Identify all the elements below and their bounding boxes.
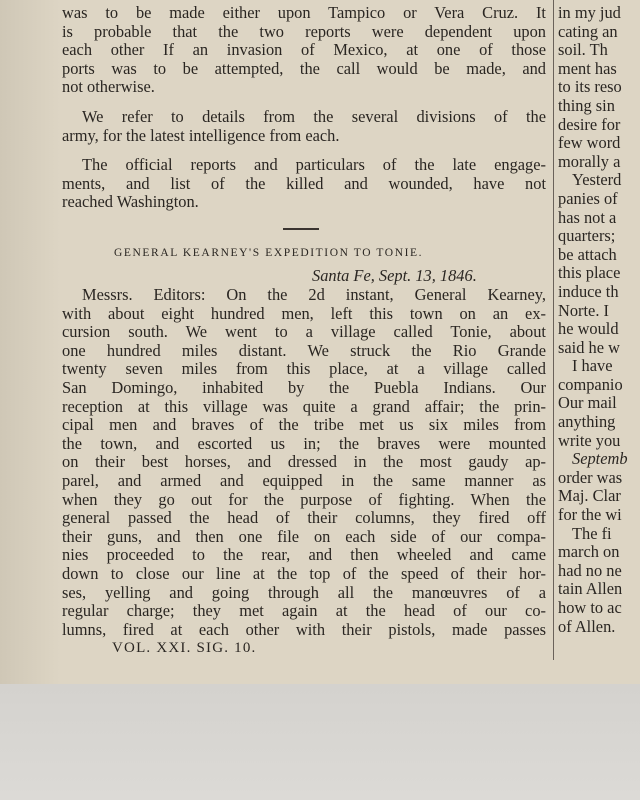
text-line: nies proceeded to the rear, and then wheeled and came bbox=[62, 546, 546, 565]
text-line: not otherwise. bbox=[62, 78, 155, 97]
paragraph-vera-cruz bbox=[62, 4, 546, 97]
text-line: he would bbox=[558, 319, 619, 339]
text-line: parel, and armed and equipped in the same manner as bbox=[62, 471, 546, 490]
text-line: general passed the head of their columns, they fired off bbox=[62, 509, 546, 528]
text-line: cipal men and braves of the tribe met us six miles from bbox=[62, 416, 546, 435]
underlying-page bbox=[0, 684, 640, 800]
text-line: lumns, fired at each other with their pistols, made passes bbox=[62, 620, 546, 639]
article-body bbox=[62, 286, 546, 639]
column-rule bbox=[553, 0, 554, 660]
text-line: the town, and escorted us in; the braves were mounted bbox=[62, 434, 546, 453]
text-line: said he w bbox=[558, 337, 620, 357]
text-line: Messrs. Editors: On the 2d instant, General Kearney, bbox=[82, 286, 546, 304]
text-line: ment has bbox=[558, 58, 617, 78]
text-line: morally a bbox=[558, 151, 621, 171]
text-line: their guns, and then one file on each side of our compa- bbox=[62, 527, 546, 546]
text-line: when they go out for the purpose of fighting. When the bbox=[62, 490, 546, 509]
text-line: Maj. Clar bbox=[558, 486, 621, 506]
text-line: order was bbox=[558, 467, 623, 487]
left-column bbox=[62, 0, 546, 670]
text-line: ports was to be attempted, the call would be made, and bbox=[62, 59, 546, 78]
text-line: reception at this village was quite a grand affair; the prin- bbox=[62, 397, 546, 416]
text-line: for the wi bbox=[558, 505, 622, 525]
text-line: The fi bbox=[572, 523, 612, 543]
text-line: induce th bbox=[558, 281, 619, 301]
text-line: desire for bbox=[558, 114, 621, 134]
text-line: regular charge; they met again at the head of our co- bbox=[62, 602, 546, 621]
text-line: reached Washington. bbox=[62, 193, 199, 212]
text-line: is probable that the two reports were dependent upon bbox=[62, 22, 546, 41]
text-line: cursion south. We went to a village called Tonie, about bbox=[62, 323, 546, 342]
text-line: march on bbox=[558, 542, 620, 562]
text-line: ments, and list of the killed and wounded, have not bbox=[62, 174, 546, 193]
text-line: with about eight hundred men, left this town on an ex- bbox=[62, 304, 546, 323]
cut-off-top-line bbox=[62, 0, 546, 2]
paragraph-details bbox=[62, 108, 546, 145]
text-line: San Domingo, inhabited by the Puebla Indians. Our bbox=[62, 378, 546, 397]
article-dateline: Santa Fe, Sept. 13, 1846. bbox=[312, 266, 477, 285]
text-line: Septemb bbox=[572, 449, 628, 469]
text-line: We refer to details from the several divisions of the bbox=[82, 108, 546, 126]
text-line: this place bbox=[558, 263, 621, 283]
text-line: was to be made either upon Tampico or Vera Cruz. It bbox=[62, 4, 546, 22]
text-line: twenty seven miles from this place, at a village called bbox=[62, 360, 546, 379]
section-divider-rule bbox=[283, 228, 319, 230]
text-line: thing sin bbox=[558, 95, 615, 115]
text-line: companio bbox=[558, 374, 623, 394]
text-line: each other If an invasion of Mexico, at one of those bbox=[62, 41, 546, 60]
text-line: Yesterd bbox=[572, 170, 622, 190]
right-column-lines bbox=[558, 4, 628, 636]
right-column bbox=[558, 0, 640, 670]
text-line: be attach bbox=[558, 244, 617, 264]
text-line: on their best horses, and dressed in the most gaudy ap- bbox=[62, 453, 546, 472]
text-line: tain Allen bbox=[558, 579, 623, 599]
text-line: has not a bbox=[558, 207, 617, 227]
text-line: The official reports and particulars of the late engage- bbox=[82, 156, 546, 174]
paragraph-official-reports bbox=[62, 156, 546, 212]
text-line: soil. Th bbox=[558, 40, 608, 60]
text-line: of Allen. bbox=[558, 616, 616, 636]
text-line: ses, yelling and going through all the manœuvres of a bbox=[62, 583, 546, 602]
text-line: how to ac bbox=[558, 598, 622, 617]
signature-mark: VOL. XXI. SIG. 10. bbox=[112, 640, 257, 656]
text-line: few word bbox=[558, 133, 621, 153]
text-line: Our mail bbox=[558, 393, 617, 413]
text-line: had no ne bbox=[558, 560, 622, 580]
text-line: army, for the latest intelligence from each. bbox=[62, 126, 340, 145]
article-headline: GENERAL KEARNEY'S EXPEDITION TO TONIE. bbox=[114, 247, 424, 259]
text-line: quarters; bbox=[558, 226, 616, 246]
page-fold-shadow bbox=[0, 0, 60, 684]
text-line: Norte. I bbox=[558, 300, 609, 320]
text-line: I have bbox=[572, 356, 613, 376]
text-line: anything bbox=[558, 412, 616, 432]
text-line: write you bbox=[558, 430, 621, 450]
text-line: panies of bbox=[558, 188, 618, 208]
text-line: to its reso bbox=[558, 77, 622, 97]
text-line: in my jud bbox=[558, 3, 621, 22]
text-line: cating an bbox=[558, 21, 618, 41]
text-line: one hundred miles distant. We struck the Rio Grande bbox=[62, 341, 546, 360]
text-line: down to close our line at the top of the speed of their hor- bbox=[62, 564, 546, 583]
